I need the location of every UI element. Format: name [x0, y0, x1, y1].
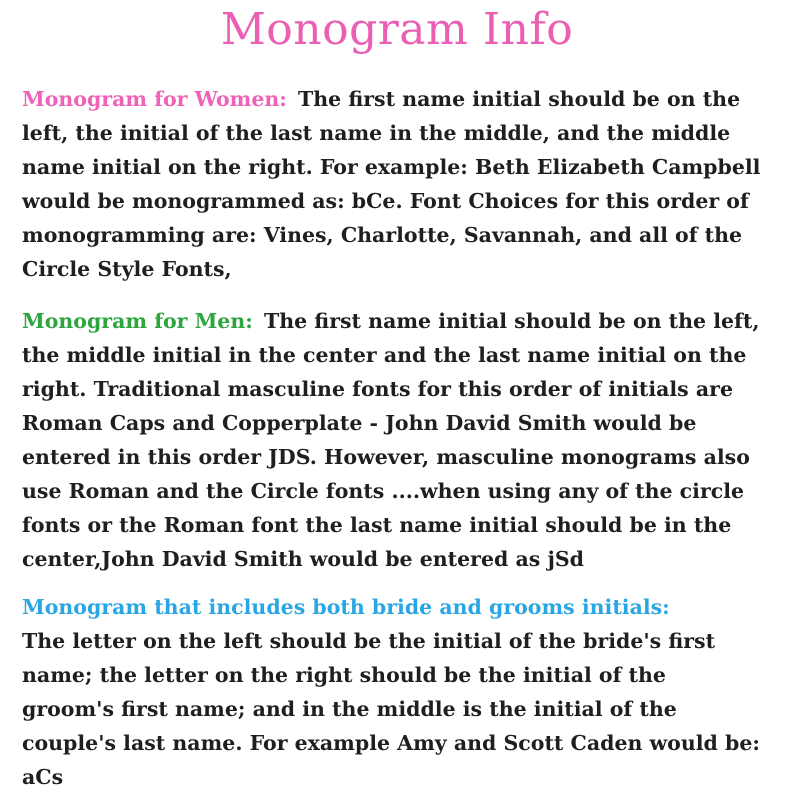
women-monogram-description: The first name initial should be on the left, the initial of the last name in the middle, and the middle name initial on the right. For example: Beth Elizabeth Campbell would be monogrammed as: bCe. Font Choices for this order of monogramming are: Vines, Charlotte, Savannah, and all of the Circle Style Fonts, — [22, 87, 761, 281]
women-monogram-heading: Monogram for Women: — [22, 87, 287, 111]
men-monogram-section — [22, 304, 762, 576]
couple-monogram-heading: Monogram that includes both bride and grooms initials: — [22, 595, 670, 619]
couple-monogram-description: The letter on the left should be the initial of the bride's first name; the letter on the right should be the initial of the groom's first name; and in the middle is the initial of the couple's last name. For example Amy and Scott Caden would be: aCs — [22, 629, 760, 789]
men-monogram-heading: Monogram for Men: — [22, 309, 253, 333]
couple-monogram-section — [22, 590, 762, 794]
page-title: Monogram Info — [220, 4, 574, 55]
men-monogram-description: The first name initial should be on the left, the middle initial in the center and the last name initial on the right. Traditional masculine fonts for this order of initials are Roman Caps and Copperplate - John David Smith would be entered in this order JDS. However, masculine monograms also use Roman and the Circle fonts ....when using any of the circle fonts or the Roman font the last name initial should be in the center,John David Smith would be entered as jSd — [22, 309, 760, 571]
women-monogram-section — [22, 82, 762, 286]
